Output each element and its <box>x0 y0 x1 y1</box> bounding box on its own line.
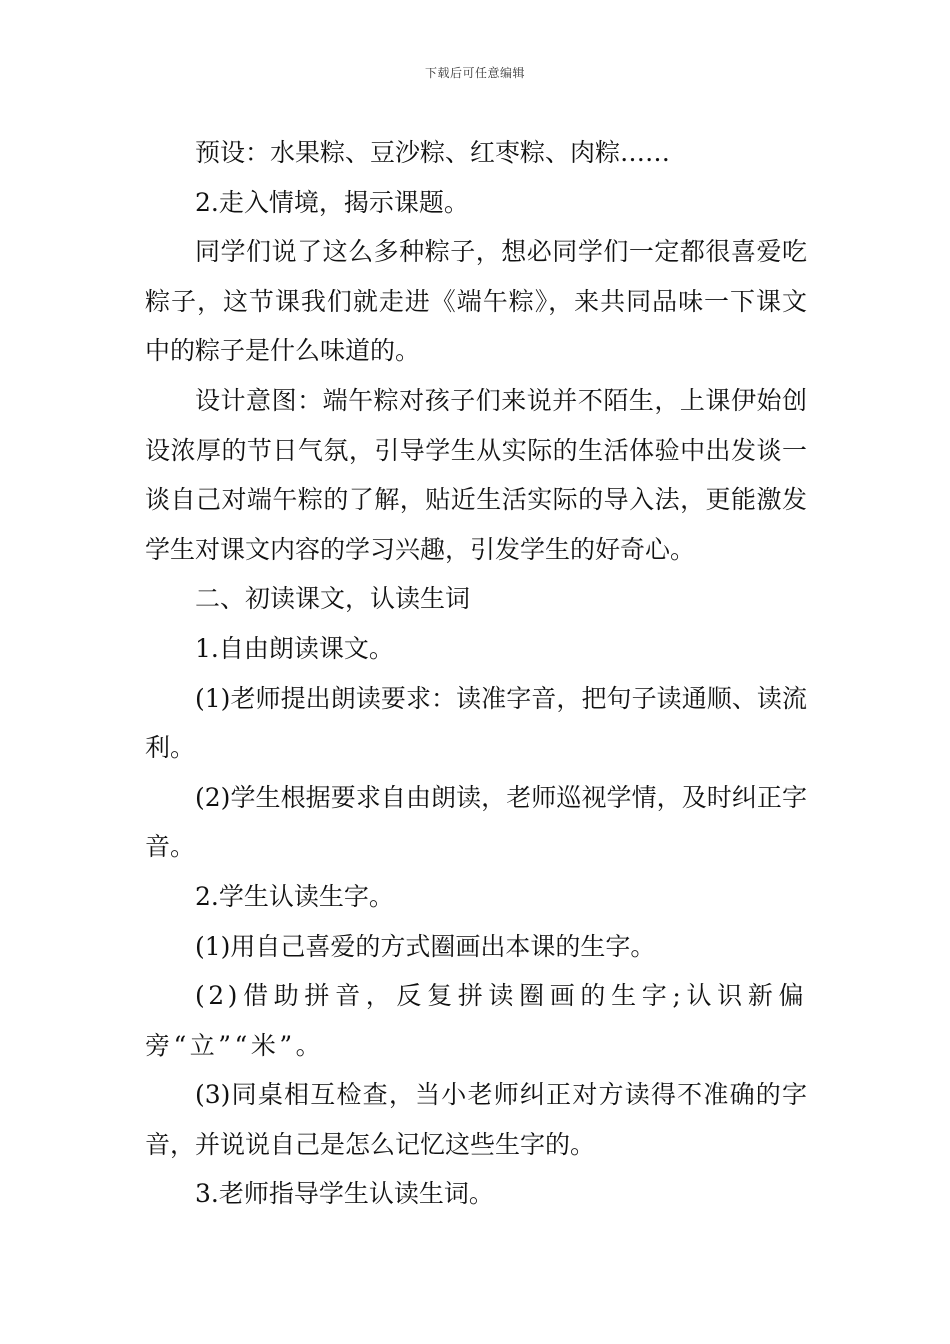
paragraph-peer-check: (3)同桌相互检查，当小老师纠正对方读得不准确的字音，并说说自己是怎么记忆这些生字的。 <box>145 1080 807 1159</box>
document-body <box>145 128 807 1219</box>
paragraph-step-2-enter-scene: 2.走入情境，揭示课题。 <box>195 187 469 217</box>
paragraph-preset-answers: 预设：水果粽、豆沙粽、红枣粽、肉粽…… <box>195 138 671 167</box>
page-header-note: 下载后可任意编辑 <box>424 66 525 80</box>
paragraph-intro-talk: 同学们说了这么多种粽子，想必同学们一定都很喜爱吃粽子，这节课我们就走进《端午粽》，来共同品味一下课文中的粽子是什么味道的。 <box>145 237 807 366</box>
section-heading-first-reading: 二、初读课文，认读生词 <box>195 584 471 614</box>
paragraph-teacher-guides-words: 3.老师指导学生认读生词。 <box>195 1179 494 1209</box>
paragraph-circle-characters: (1)用自己喜爱的方式圈画出本课的生字。 <box>195 931 656 961</box>
paragraph-design-intent: 设计意图：端午粽对孩子们来说并不陌生，上课伊始创设浓厚的节日气氛，引导学生从实际的生活体验中出发谈一谈自己对端午粽的了解，贴近生活实际的导入法，更能激发学生对课文内容的学习兴趣，引发学生的好奇心。 <box>145 385 807 564</box>
paragraph-recognize-characters: 2.学生认读生字。 <box>195 881 394 911</box>
paragraph-reading-requirements: (1)老师提出朗读要求：读准字音，把句子读通顺、读流利。 <box>145 683 807 763</box>
paragraph-pinyin-practice: (2)借助拼音，反复拼读圈画的生字;认识新偏旁“立”“米”。 <box>145 981 807 1060</box>
paragraph-students-read: (2)学生根据要求自由朗读，老师巡视学情，及时纠正字音。 <box>145 782 807 862</box>
paragraph-free-reading: 1.自由朗读课文。 <box>195 633 394 663</box>
